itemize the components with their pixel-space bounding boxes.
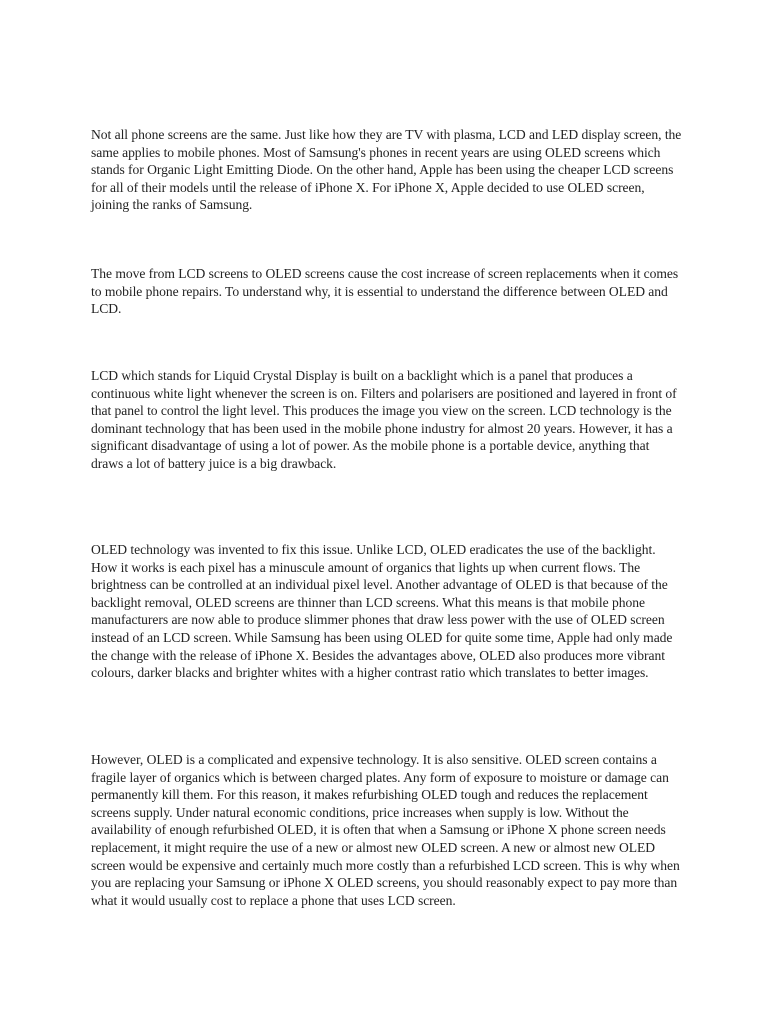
paragraph-phone-screens-intro: Not all phone screens are the same. Just like how they are TV with plasma, LCD and LED display screen, the same applies to mobile phones. Most of Samsung's phones in recent years are using OLED screens which stands for Organic Light Emitting Diode. On the other hand, Apple has been using the cheaper LCD screens for all of their models until the release of iPhone X. For iPhone X, Apple decided to use OLED screen, joining the ranks of Samsung. bbox=[91, 127, 682, 213]
paragraph-lcd-to-oled-move: The move from LCD screens to OLED screens cause the cost increase of screen replacements when it comes to mobile phone repairs. To understand why, it is essential to understand the difference between OLED and LCD. bbox=[91, 266, 679, 317]
paragraph-oled-cost: However, OLED is a complicated and expensive technology. It is also sensitive. OLED screen contains a fragile layer of organics which is between charged plates. Any form of exposure to moisture or damage can permanently kill them. For this reason, it makes refurbishing OLED tough and reduces the replacement screens supply. Under natural economic conditions, price increases when supply is low. Without the availability of enough refurbished OLED, it is often that when a Samsung or iPhone X phone screen needs replacement, it might require the use of a new or almost new OLED screen. A new or almost new OLED screen would be expensive and certainly much more costly than a refurbished LCD screen. This is why when you are replacing your Samsung or iPhone X OLED screens, you should reasonably expect to pay more than what it would usually cost to replace a phone that uses LCD screen. bbox=[91, 752, 680, 908]
paragraph-oled-explained: OLED technology was invented to fix this issue. Unlike LCD, OLED eradicates the use of the backlight. How it works is each pixel has a minuscule amount of organics that lights up when current flows. The brightness can be controlled at an individual pixel level. Another advantage of OLED is that because of the backlight removal, OLED screens are thinner than LCD screens. What this means is that mobile phone manufacturers are now able to produce slimmer phones that draw less power with the use of OLED screen instead of an LCD screen. While Samsung has been using OLED for quite some time, Apple had only made the change with the release of iPhone X. Besides the advantages above, OLED also produces more vibrant colours, darker blacks and brighter whites with a higher contrast ratio which translates to better images. bbox=[91, 542, 673, 681]
paragraph-lcd-explained: LCD which stands for Liquid Crystal Display is built on a backlight which is a panel that produces a continuous white light whenever the screen is on. Filters and polarisers are positioned and layered in front of that panel to control the light level. This produces the image you view on the screen. LCD technology is the dominant technology that has been used in the mobile phone industry for almost 20 years. However, it has a significant disadvantage of using a lot of power. As the mobile phone is a portable device, anything that draws a lot of battery juice is a big drawback. bbox=[91, 368, 677, 471]
